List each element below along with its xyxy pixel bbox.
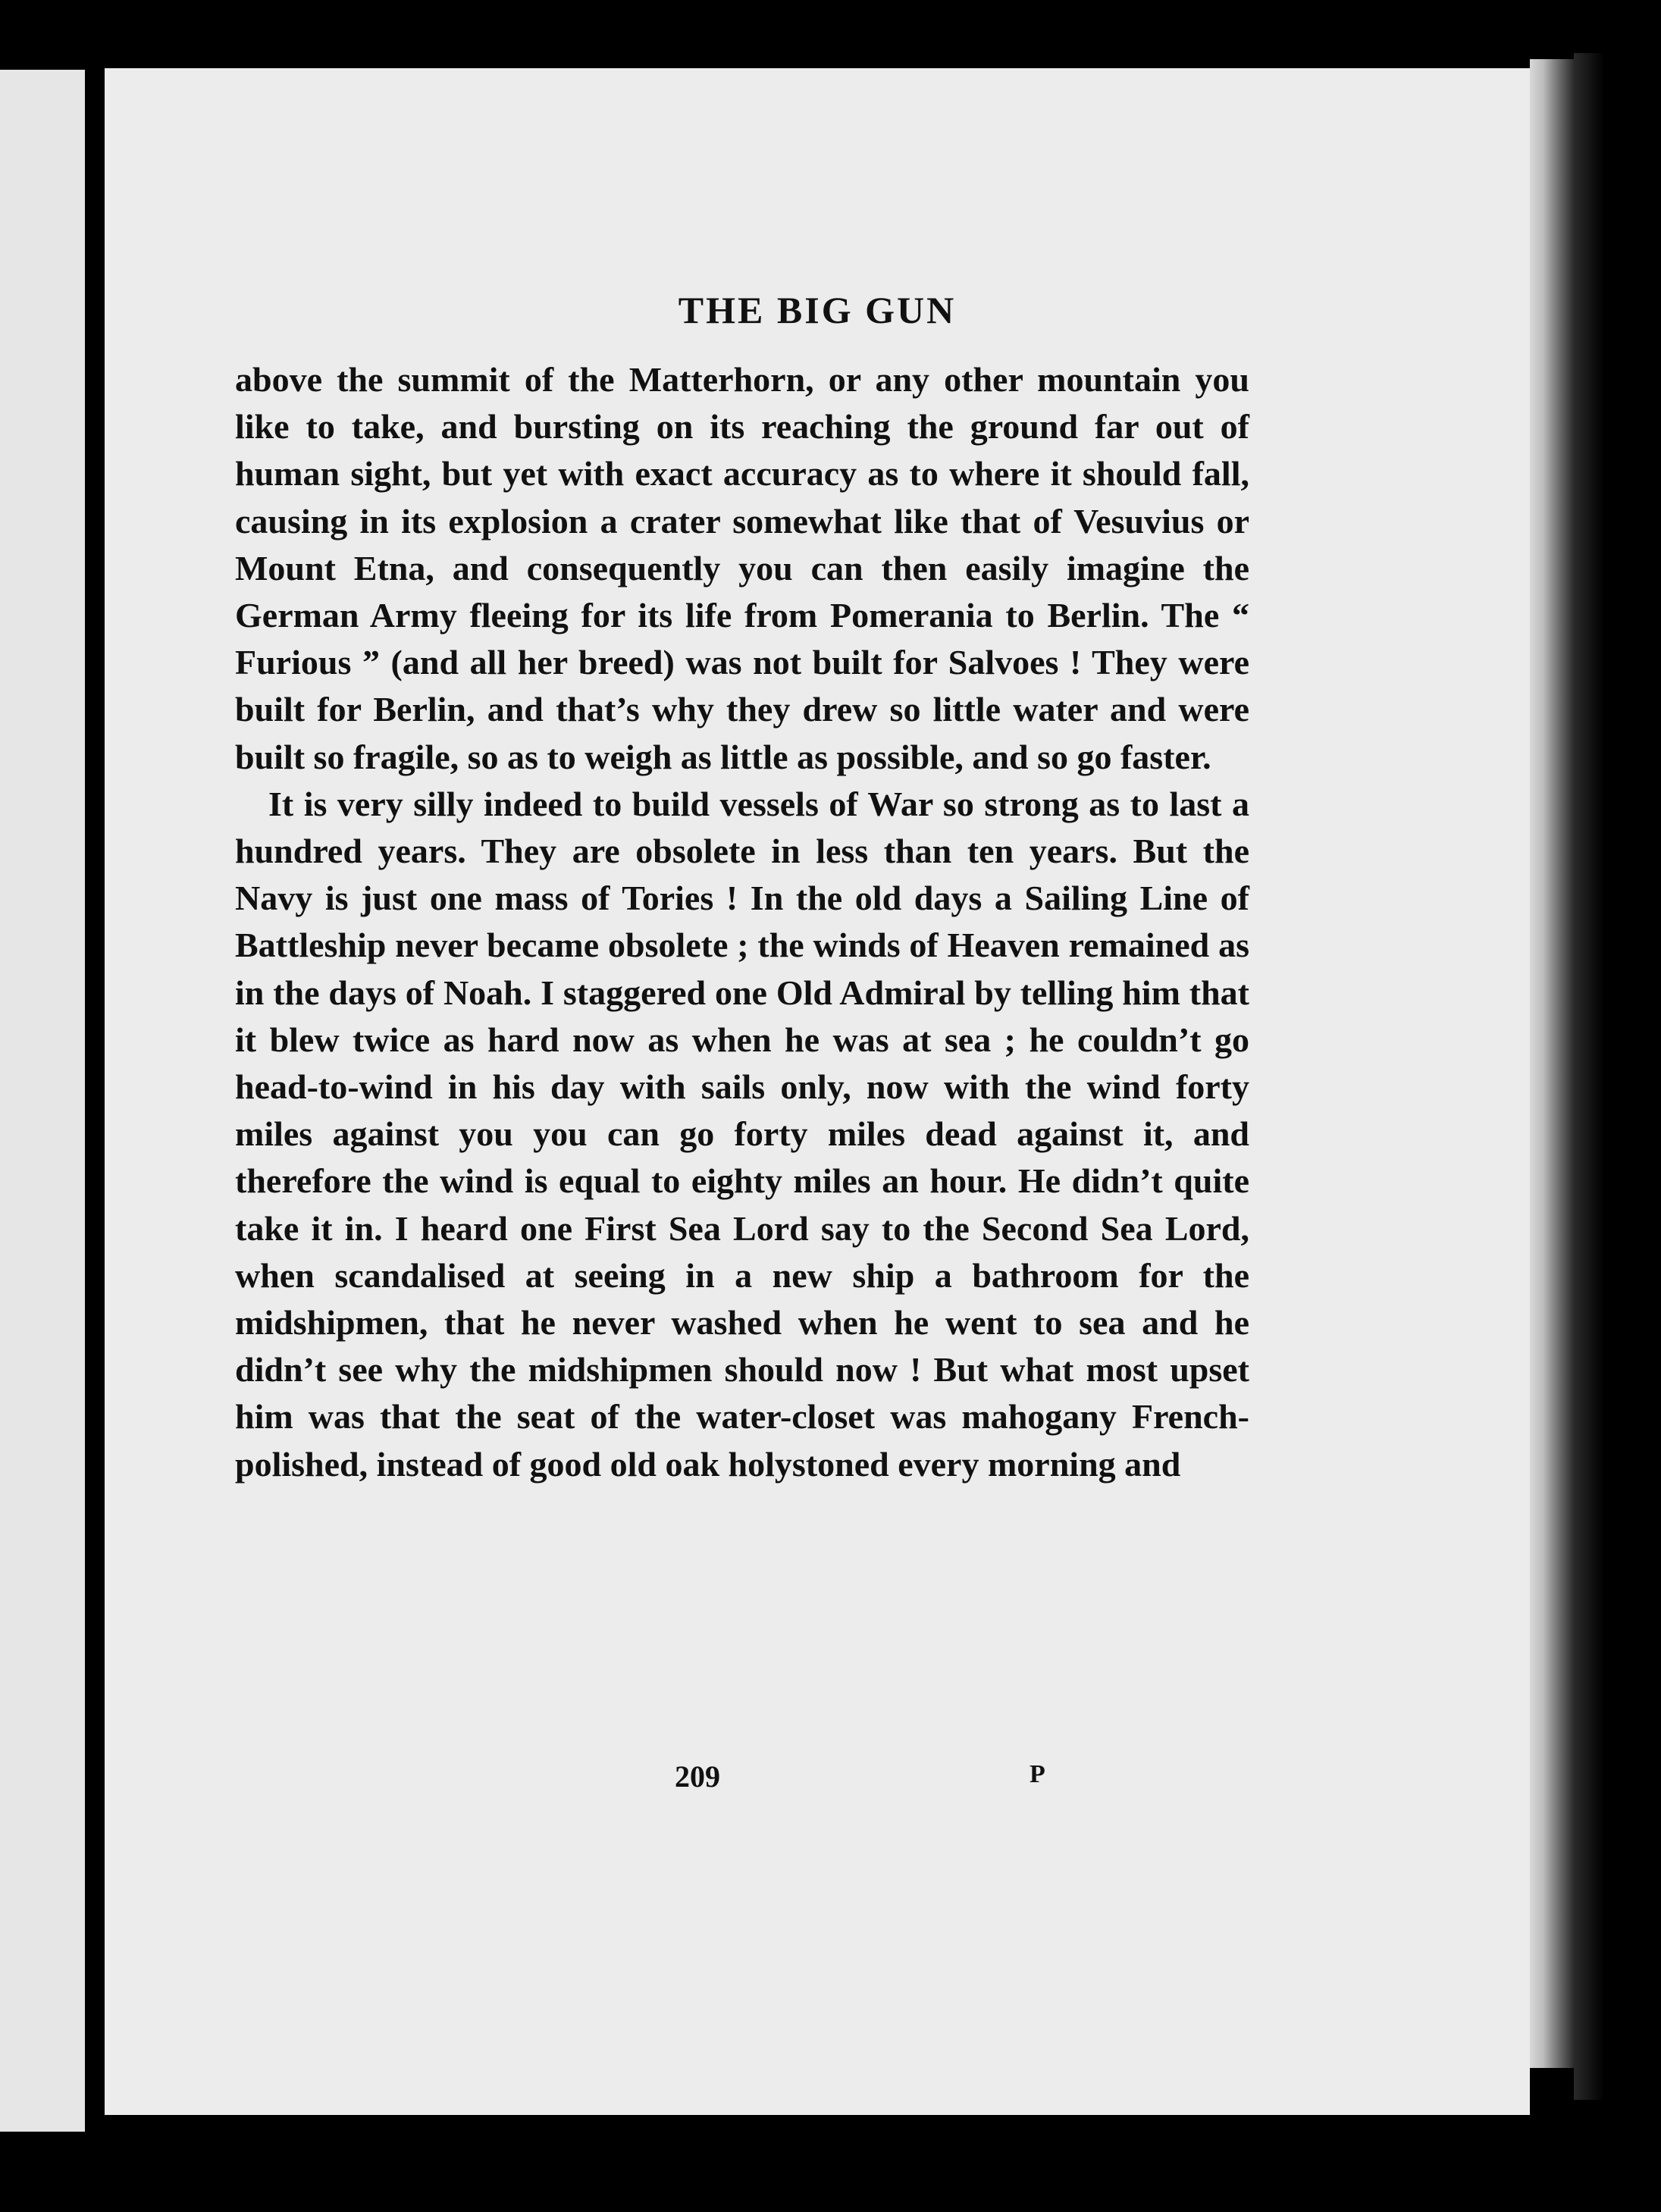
- book-cover-edge: [1574, 53, 1604, 2100]
- book-page: [105, 68, 1530, 2115]
- body-text: [235, 356, 1249, 1488]
- signature-mark: P: [1030, 1760, 1045, 1788]
- paragraph-continued: above the summit of the Matterhorn, or any other mountain you like to take, and bursting on its reaching the ground far out of human sight, but yet with exact accuracy as to where it should fall, causing in its explosion a crater somewhat like that of Vesuvius or Mount Etna, and consequently you can then easily imagine the German Army fleeing for its life from Pomerania to Berlin. The “ Furious ” (and all her breed) was not built for Salvoes ! They were built for Berlin, and that’s why they drew so little water and were built so fragile, so as to weigh as little as possible, and so go faster.: [235, 360, 1249, 776]
- running-head: THE BIG GUN: [678, 289, 957, 331]
- facing-page-edge: [0, 70, 85, 2132]
- page-number: 209: [675, 1759, 720, 1794]
- paragraph: It is very silly indeed to build vessels of War so strong as to last a hundred years. They are obsolete in less than ten years. But the Navy is just one mass of Tories ! In the old days a Sailing Line of Battleship never became obsolete ; the winds of Heaven remained as in the days of Noah. I staggered one Old Admiral by telling him that it blew twice as hard now as when he was at sea ; he couldn’t go head-to-wind in his day with sails only, now with the wind forty miles against you you can go forty miles dead against it, and therefore the wind is equal to eighty miles an hour. He didn’t quite take it in. I heard one First Sea Lord say to the Second Sea Lord, when scandalised at seeing in a new ship a bathroom for the midshipmen, that he never washed when he went to sea and he didn’t see why the midshipmen should now ! But what most upset him was that the seat of the water-closet was mahogany French-polished, instead of good old oak holystoned every morning and: [235, 784, 1249, 1484]
- page-footer: [105, 1759, 1530, 1804]
- page-block-edge: [1530, 59, 1574, 2068]
